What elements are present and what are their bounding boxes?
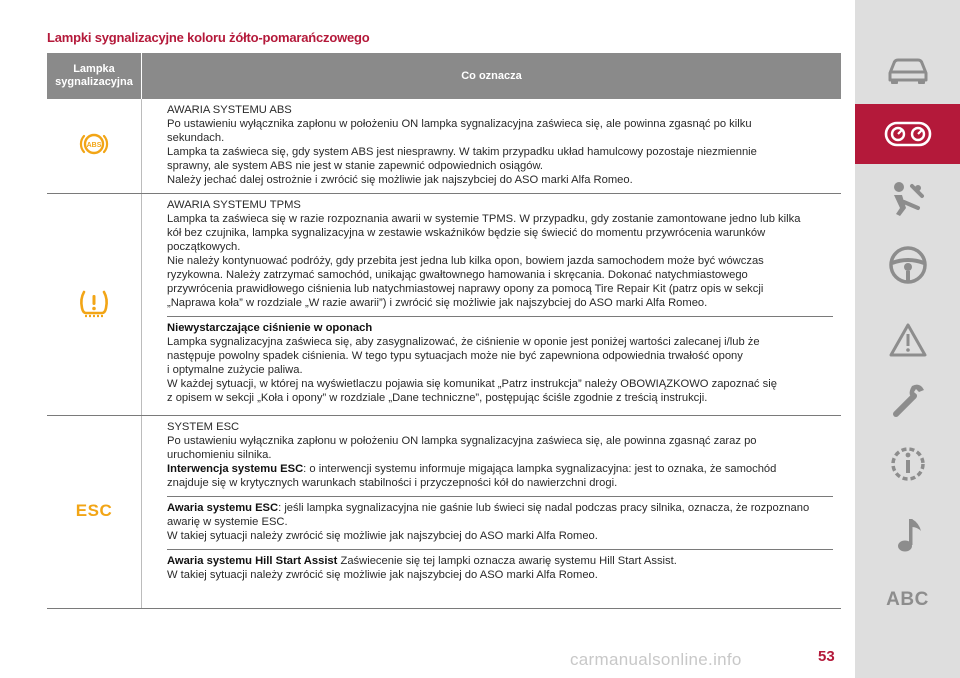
text-line: Lampka sygnalizacyjna zaświeca się, aby zasygnalizować, że ciśnienie w oponie jest poniżej wartości zalecanej i/lub że — [167, 336, 760, 348]
section-title: Lampki sygnalizacyjne koloru żółto-pomarańczowego — [47, 30, 370, 45]
text-line: „Naprawa koła” w rozdziale „W razie awarii”) i zwrócić się możliwie jak najszybciej do ASO marki Alfa Romeo. — [167, 297, 708, 309]
chapter-sidebar — [855, 0, 960, 678]
text-line: ryzykowna. Należy zatrzymać samochód, unikając gwałtownego hamowania i skręcania. Dokonać natychmiastowego — [167, 269, 748, 281]
text-line — [167, 554, 833, 568]
music-note-icon — [891, 515, 925, 555]
inline-bold-label: Awaria systemu Hill Start Assist — [167, 555, 338, 567]
text-line: Lampka ta zaświeca się, gdy system ABS jest niesprawny. W takim przypadku układ hamulcowy pozostaje niezmiennie — [167, 146, 757, 158]
seat-occupant-icon — [888, 180, 928, 220]
tpms-warning-icon — [77, 286, 111, 320]
text-line: W takiej sytuacji należy zwrócić się możliwie jak najszybciej do ASO marki Alfa Romeo. — [167, 569, 598, 581]
abs-icon-label: ABS — [86, 142, 102, 149]
block-heading: AWARIA SYSTEMU TPMS — [167, 199, 301, 211]
text-line: Nie należy kontynuować podróży, gdy przebita jest jedna lub kilka opon, bowiem jazda samochodem może być wówczas — [167, 255, 764, 267]
block-heading: AWARIA SYSTEMU ABS — [167, 104, 292, 116]
inline-text: : o interwencji systemu informuje migająca lampka sygnalizacyjna: jest to oznaka, że samochód — [303, 463, 777, 475]
text-line: początkowych. — [167, 241, 241, 253]
block-heading: SYSTEM ESC — [167, 421, 240, 433]
table-header-row — [47, 53, 841, 99]
text-line: kół bez czujnika, lampka sygnalizacyjna w zestawie wskaźników będzie się świecić do momentu przywrócenia warunków — [167, 227, 766, 239]
icon-cell — [47, 194, 142, 416]
text-line: sprawny, ale system ABS nie jest w stanie zapewnić odpowiednich osiągów. — [167, 160, 544, 172]
description-cell — [142, 194, 842, 416]
dashboard-gauges-icon — [884, 121, 932, 147]
text-line — [167, 462, 833, 476]
description-block — [167, 316, 833, 415]
block-bold-heading: Niewystarczające ciśnienie w oponach — [167, 322, 373, 334]
column-header-meaning: Co oznacza — [142, 53, 842, 99]
text-line: z opisem w sekcji „Koła i opony” w rozdziale „Dane techniczne”, postępując ściśle zgodnie z treścią instrukcji. — [167, 392, 708, 404]
text-line: przywrócenia prawidłowego ciśnienia lub natychmiastowej naprawy opony za pomocą Tire Repair Kit (patrz opis w sekcji — [167, 283, 764, 295]
description-block — [167, 549, 833, 608]
warning-triangle-icon — [888, 322, 928, 358]
abs-warning-icon — [79, 129, 109, 159]
description-block — [167, 496, 833, 549]
text-line: następuje powolny spadek ciśnienia. W tego typu sytuacjach może nie być zapewniona odpowiednia trwałość opony — [167, 350, 743, 362]
table-row-esc — [47, 416, 841, 609]
description-block — [167, 99, 833, 193]
inline-bold-label: Awaria systemu ESC — [167, 502, 279, 514]
text-line: Należy jechać dalej ostrożnie i zwrócić się możliwie jak najszybciej do ASO marki Alfa Romeo. — [167, 174, 633, 186]
car-icon — [886, 55, 930, 85]
page-number: 53 — [818, 648, 835, 665]
column-header-light: Lampka sygnalizacyjna — [47, 53, 142, 99]
wrench-icon — [888, 380, 928, 420]
text-line: W każdej sytuacji, w której na wyświetlaczu pojawia się komunikat „Patrz instrukcja” należy OBOWIĄZKOWO zapoznać się — [167, 378, 777, 390]
icon-cell — [47, 416, 142, 609]
inline-text: : jeśli lampka sygnalizacyjna nie gaśnie lub świeci się nadal podczas pracy silnika, oznacza, że rozpoznano — [278, 502, 810, 514]
text-line: W takiej sytuacji należy zwrócić się możliwie jak najszybciej do ASO marki Alfa Romeo. — [167, 530, 598, 542]
sidebar-item-dashboard[interactable] — [855, 104, 960, 164]
description-block — [167, 194, 833, 316]
text-line: awarię w systemie ESC. — [167, 516, 288, 528]
text-line: sekundach. — [167, 132, 225, 144]
description-cell — [142, 416, 842, 609]
description-cell — [142, 99, 842, 194]
esc-warning-icon: ESC — [75, 501, 113, 520]
text-line: znajduje się w krytycznych warunkach stabilności i przyczepności kół do nawierzchni drogi. — [167, 477, 618, 489]
sidebar-item-multimedia[interactable] — [855, 505, 960, 565]
text-line: Po ustawieniu wyłącznika zapłonu w położeniu ON lampka sygnalizacyjna zaświeca się, ale powinna zgasnąć po kilku — [167, 118, 752, 130]
icon-cell — [47, 99, 142, 194]
text-line: i optymalne zużycie paliwa. — [167, 364, 303, 376]
sidebar-item-technical[interactable] — [855, 434, 960, 494]
table-row-tpms — [47, 194, 841, 416]
text-line — [167, 501, 833, 515]
sidebar-item-index[interactable] — [855, 570, 960, 630]
text-line: uruchomieniu silnika. — [167, 449, 272, 461]
inline-text: Zaświecenie się tej lampki oznacza awarię systemu Hill Start Assist. — [337, 555, 677, 567]
warning-lights-table — [47, 53, 841, 609]
steering-wheel-icon — [888, 245, 928, 285]
text-line: Po ustawieniu wyłącznika zapłonu w położeniu ON lampka sygnalizacyjna zaświeca się, ale powinna zgasnąć zaraz po — [167, 435, 757, 447]
sidebar-item-safety[interactable] — [855, 170, 960, 230]
sidebar-item-car[interactable] — [855, 40, 960, 100]
inline-bold-label: Interwencja systemu ESC — [167, 463, 304, 475]
text-line: Lampka ta zaświeca się w razie rozpoznania awarii w systemie TPMS. W przypadku, gdy zostanie zamontowane jedno lub kilka — [167, 213, 801, 225]
description-block — [167, 416, 833, 496]
watermark: carmanualsonline.info — [570, 650, 742, 669]
sidebar-item-driving[interactable] — [855, 235, 960, 295]
sidebar-item-maintenance[interactable] — [855, 370, 960, 430]
info-gear-icon — [887, 443, 929, 485]
abc-index-label: ABC — [886, 589, 929, 610]
table-row-abs — [47, 99, 841, 194]
sidebar-item-emergency[interactable] — [855, 310, 960, 370]
